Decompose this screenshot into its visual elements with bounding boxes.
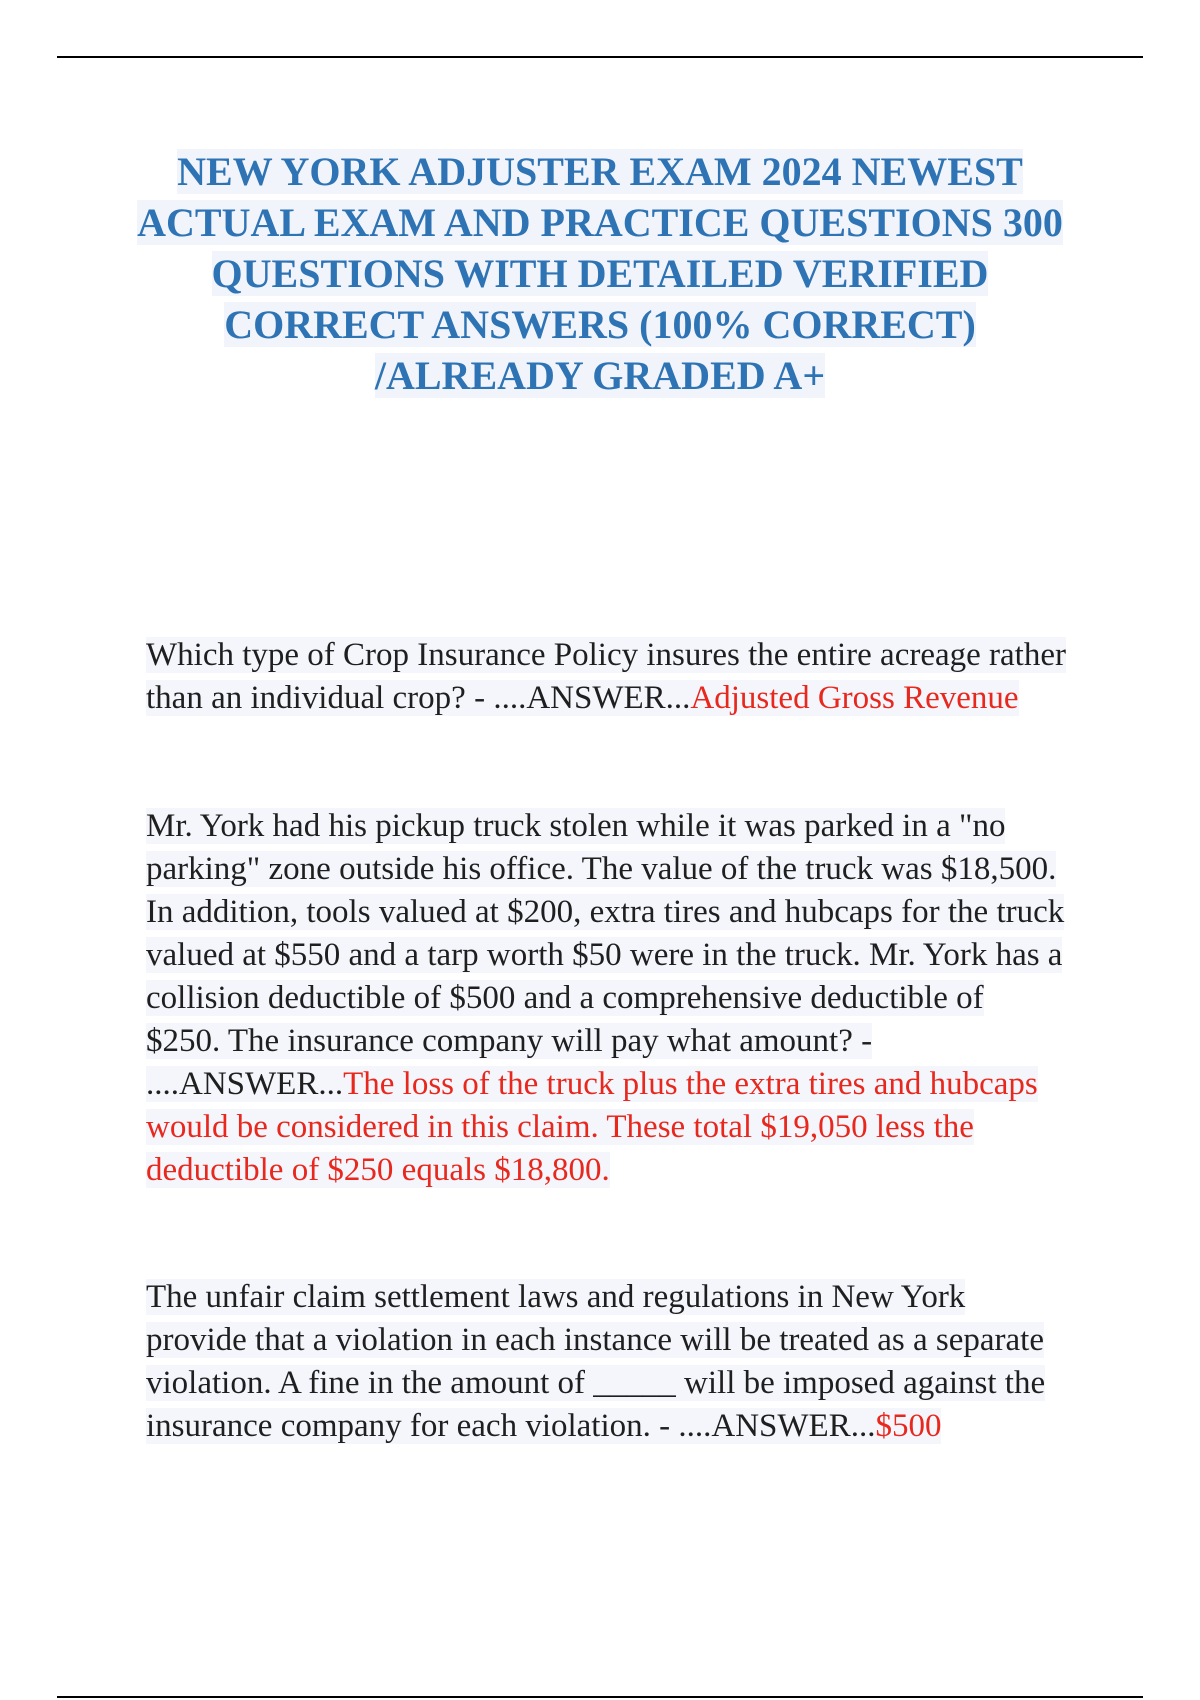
footer-rule — [57, 1696, 1143, 1698]
question-text: Which type of Crop Insurance Policy insures the entire acreage rather than an individual crop? - — [146, 637, 1066, 716]
document-title-text: NEW YORK ADJUSTER EXAM 2024 NEWEST ACTUAL EXAM AND PRACTICE QUESTIONS 300 QUESTIONS WITH DETAILED VERIFIED CORRECT ANSWERS (100% CORRECT) /ALREADY GRADED A+ — [137, 149, 1063, 398]
header-rule — [57, 56, 1143, 58]
answer-text: $500 — [875, 1408, 942, 1444]
question-block — [146, 1276, 1066, 1448]
answer-marker: ....ANSWER... — [493, 680, 691, 716]
question-text: The unfair claim settlement laws and regulations in New York provide that a violation in each instance will be treated as a separate violation. A fine in the amount of _____ will be imposed against the insurance company for each violation. - — [146, 1279, 1046, 1444]
answer-marker: ....ANSWER... — [146, 1066, 344, 1102]
question-block — [146, 805, 1066, 1192]
question-block — [146, 634, 1066, 720]
question-text: Mr. York had his pickup truck stolen while it was parked in a "no parking" zone outside his office. The value of the truck was $18,500. In addition, tools valued at $200, extra tires and hubcaps for the truck valued at $550 and a tarp worth $50 were in the truck. Mr. York has a collision deductible of $500 and a comprehensive deductible of $250. The insurance company will pay what amount? - — [146, 808, 1065, 1059]
answer-marker: ....ANSWER... — [678, 1408, 876, 1444]
answer-text: Adjusted Gross Revenue — [690, 680, 1019, 716]
document-title — [120, 146, 1080, 401]
answer-text: The loss of the truck plus the extra tires and hubcaps would be considered in this claim. These total $19,050 less the deductible of $250 equals $18,800. — [146, 1066, 1038, 1188]
